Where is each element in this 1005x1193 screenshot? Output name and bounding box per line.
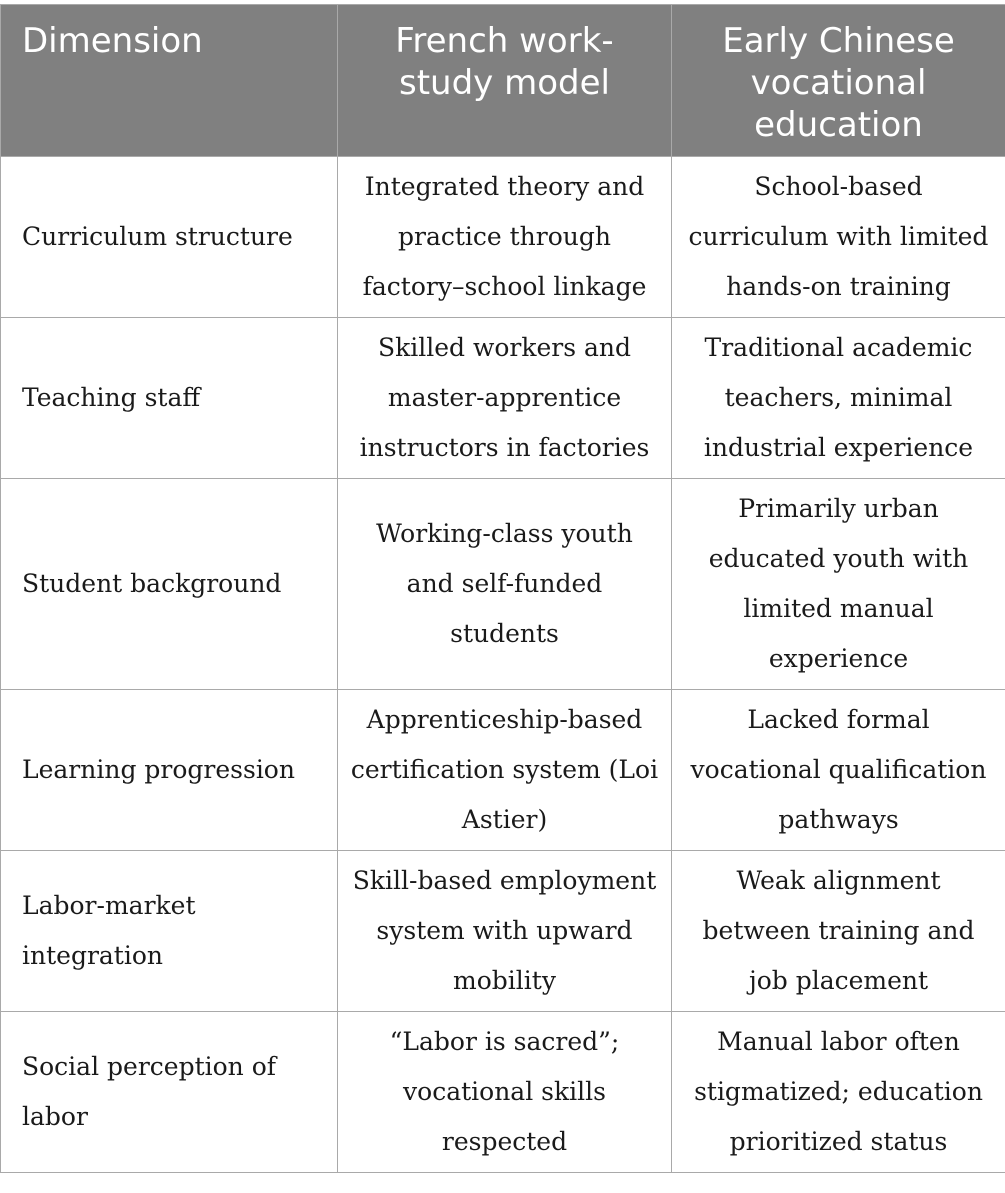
table-row: [1, 157, 1005, 318]
dimension-cell: Social perception of labor: [1, 1012, 338, 1173]
header-french-model: French work-study model: [338, 5, 672, 157]
table-row: [1, 318, 1005, 479]
chinese-cell: Lacked formal vocational qualification pathways: [672, 690, 1005, 851]
french-cell: Skilled workers and master-apprentice instructors in factories: [338, 318, 672, 479]
chinese-cell: School-based curriculum with limited hands-on training: [672, 157, 1005, 318]
french-cell: “Labor is sacred”; vocational skills respected: [338, 1012, 672, 1173]
dimension-cell: Curriculum structure: [1, 157, 338, 318]
table-row: [1, 479, 1005, 690]
table-row: [1, 851, 1005, 1012]
french-cell: Apprenticeship-based certification system (Loi Astier): [338, 690, 672, 851]
header-row: [1, 5, 1005, 157]
french-cell: Working-class youth and self-funded students: [338, 479, 672, 690]
header-chinese-education: Early Chinese vocational education: [672, 5, 1005, 157]
chinese-cell: Primarily urban educated youth with limited manual experience: [672, 479, 1005, 690]
dimension-cell: Learning progression: [1, 690, 338, 851]
dimension-cell: Labor-market integration: [1, 851, 338, 1012]
french-cell: Integrated theory and practice through factory–school linkage: [338, 157, 672, 318]
table-header: [1, 5, 1005, 157]
dimension-cell: Teaching staff: [1, 318, 338, 479]
dimension-cell: Student background: [1, 479, 338, 690]
header-dimension: Dimension: [1, 5, 338, 157]
table-row: [1, 690, 1005, 851]
table-body: [1, 157, 1005, 1173]
french-cell: Skill-based employment system with upward mobility: [338, 851, 672, 1012]
comparison-table: [0, 4, 1005, 1173]
chinese-cell: Traditional academic teachers, minimal industrial experience: [672, 318, 1005, 479]
chinese-cell: Manual labor often stigmatized; education prioritized status: [672, 1012, 1005, 1173]
table-row: [1, 1012, 1005, 1173]
chinese-cell: Weak alignment between training and job placement: [672, 851, 1005, 1012]
